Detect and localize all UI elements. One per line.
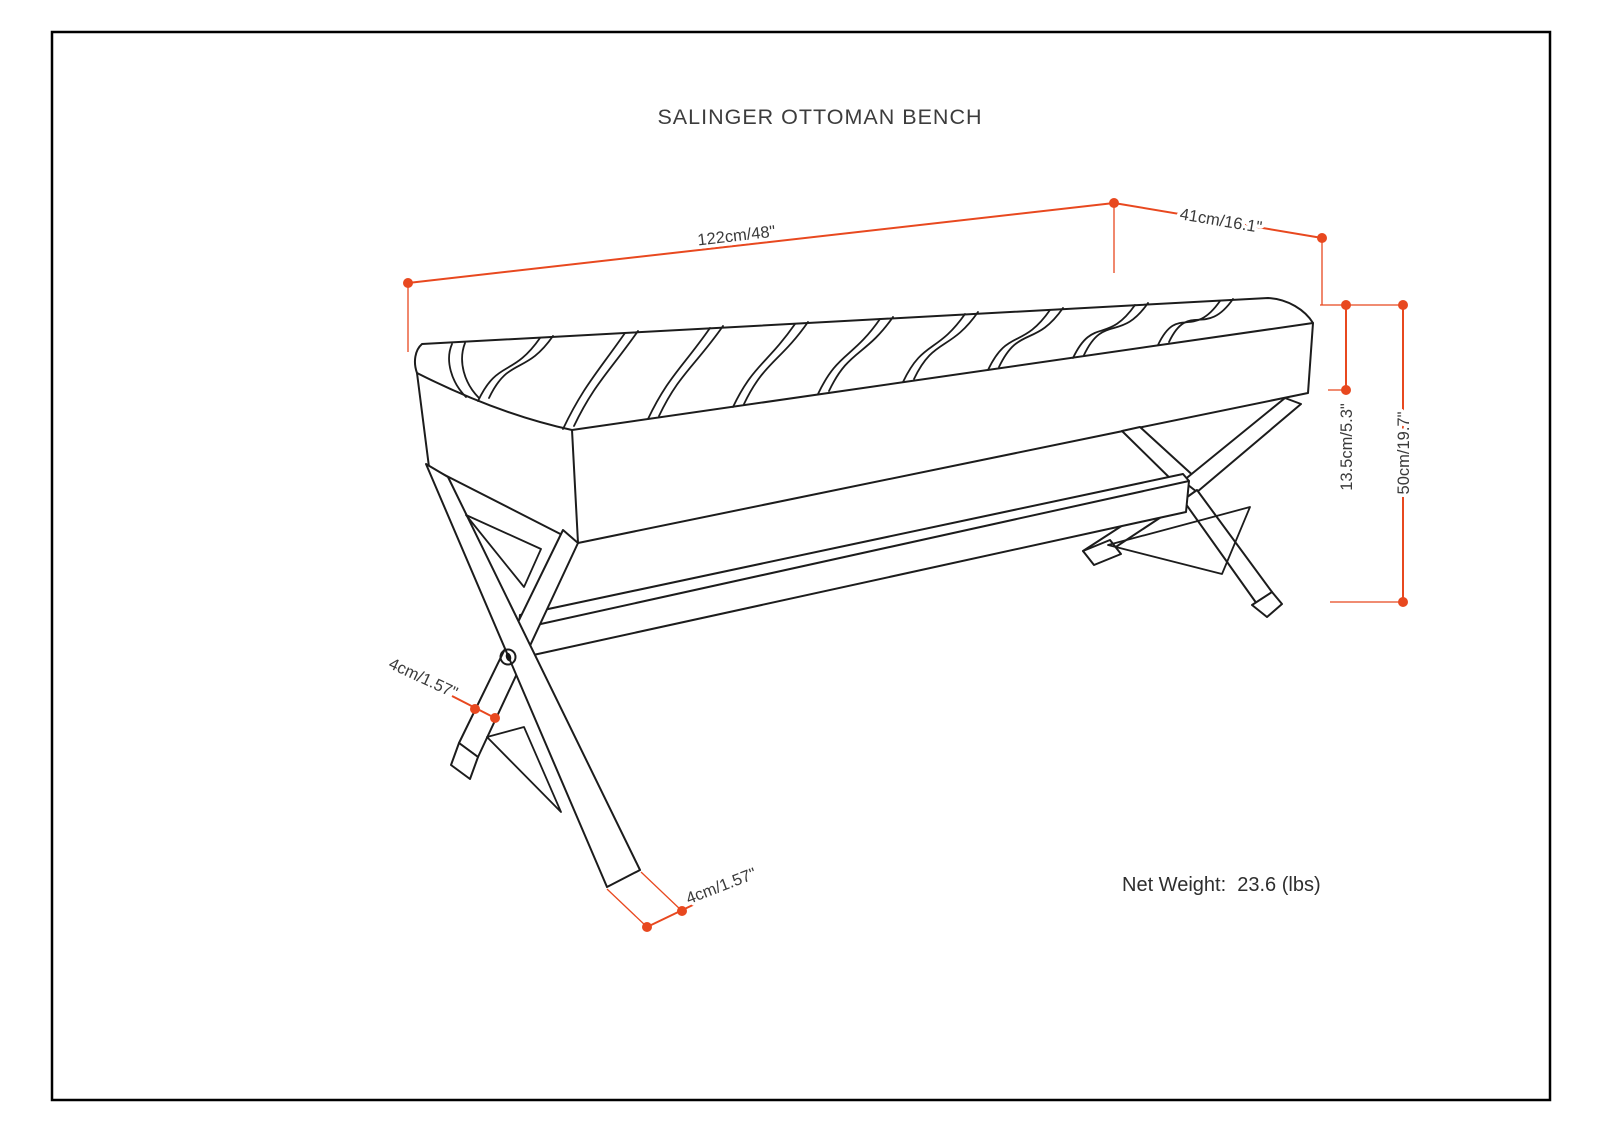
dimension-endpoint [1341, 385, 1351, 395]
depth-dimension-label: 41cm/16.1" [1178, 205, 1264, 237]
diagram-title: SALINGER OTTOMAN BENCH [657, 105, 983, 129]
dimension-endpoint [403, 278, 413, 288]
foot-width-dimension-label: 4cm/1.57" [683, 864, 759, 908]
right-leg-lower-right-arm [1183, 490, 1272, 604]
dimension-endpoint [642, 922, 652, 932]
ottoman-drawing [415, 298, 1313, 887]
dimension-endpoint [677, 906, 687, 916]
dimension-endpoint [1341, 300, 1351, 310]
dimension-endpoint [1398, 597, 1408, 607]
dimension-endpoint [1317, 233, 1327, 243]
dimension-line [408, 203, 1114, 283]
leg-width-dimension-label: 4cm/1.57" [385, 654, 461, 703]
depth-dimension [1114, 203, 1327, 305]
dimension-endpoint [490, 713, 500, 723]
seat-thickness-dimension-label: 13.5cm/5.3" [1338, 403, 1356, 491]
length-dimension-label: 122cm/48" [696, 222, 777, 250]
seat-thickness-dimension [1320, 300, 1403, 491]
extension-line [607, 889, 647, 927]
extension-line [641, 872, 682, 911]
net-weight-note: Net Weight: 23.6 (lbs) [1122, 874, 1321, 896]
dimension-endpoint [1398, 300, 1408, 310]
dimension-endpoint [470, 704, 480, 714]
height-dimension-label: 50cm/19.7" [1395, 411, 1413, 495]
leg-width-dimension [386, 655, 500, 723]
